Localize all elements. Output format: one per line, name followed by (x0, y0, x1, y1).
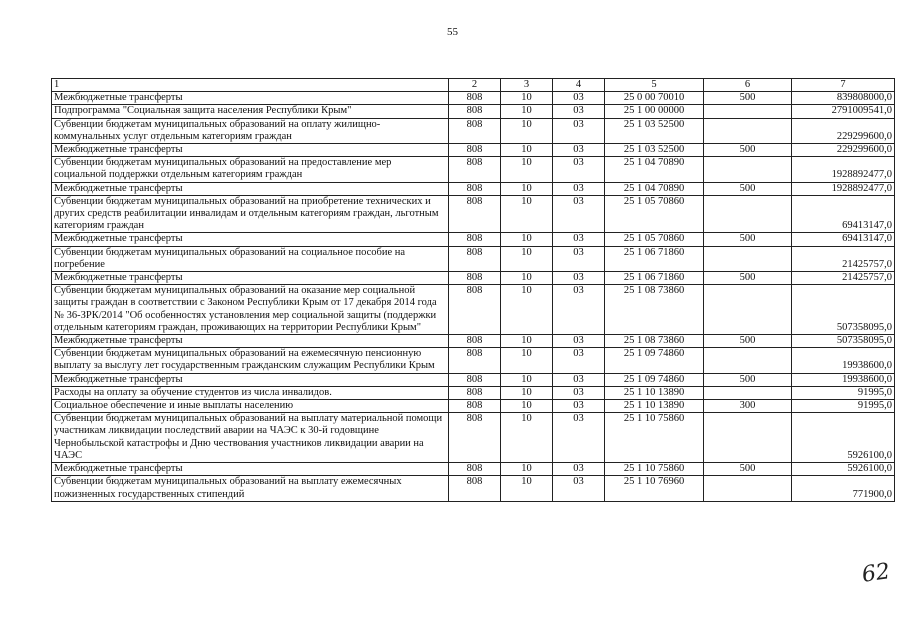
target-article-cell: 25 1 05 70860 (605, 195, 704, 233)
subsection-cell: 03 (553, 272, 605, 285)
name-cell: Субвенции бюджетам муниципальных образований на выплату ежемесячных пожизненных государственных стипендий (52, 476, 449, 501)
target-article-cell: 25 1 06 71860 (605, 246, 704, 271)
name-cell: Межбюджетные трансферты (52, 144, 449, 157)
expense-type-cell (704, 195, 792, 233)
table-row (52, 182, 895, 195)
name-cell: Подпрограмма "Социальная защита населения Республики Крым" (52, 105, 449, 118)
amount-cell: 1928892477,0 (792, 182, 895, 195)
name-cell: Социальное обеспечение и иные выплаты населению (52, 400, 449, 413)
ministry-code-cell: 808 (449, 92, 501, 105)
section-cell: 10 (501, 373, 553, 386)
expense-type-cell (704, 413, 792, 463)
expense-type-cell (704, 348, 792, 373)
name-cell: Межбюджетные трансферты (52, 182, 449, 195)
ministry-code-cell: 808 (449, 233, 501, 246)
budget-table (51, 78, 895, 502)
ministry-code-cell: 808 (449, 182, 501, 195)
amount-cell: 229299600,0 (792, 144, 895, 157)
ministry-code-cell: 808 (449, 476, 501, 501)
name-cell: Субвенции бюджетам муниципальных образований на оплату жилищно-коммунальных услуг отдельным категориям граждан (52, 118, 449, 143)
name-cell: Субвенции бюджетам муниципальных образований на оказание мер социальной защиты граждан в соответствии с Законом Республики Крым от 17 декабря 2014 года № 36-ЗРК/2014 "Об особенностях установления мер социальной защиты (поддержки отдельным категориям граждан, проживающих на территории Республики Крым" (52, 285, 449, 335)
amount-cell: 69413147,0 (792, 195, 895, 233)
ministry-code-cell: 808 (449, 348, 501, 373)
ministry-code-cell: 808 (449, 272, 501, 285)
amount-cell: 91995,0 (792, 386, 895, 399)
amount-cell: 21425757,0 (792, 246, 895, 271)
amount-cell: 5926100,0 (792, 413, 895, 463)
expense-type-cell (704, 246, 792, 271)
expense-type-cell: 500 (704, 373, 792, 386)
ministry-code-cell: 808 (449, 386, 501, 399)
section-cell: 10 (501, 233, 553, 246)
amount-cell: 19938600,0 (792, 373, 895, 386)
amount-cell: 21425757,0 (792, 272, 895, 285)
ministry-code-cell: 808 (449, 400, 501, 413)
amount-cell: 5926100,0 (792, 463, 895, 476)
name-cell: Межбюджетные трансферты (52, 335, 449, 348)
subsection-cell: 03 (553, 400, 605, 413)
amount-cell: 1928892477,0 (792, 157, 895, 182)
table-row (52, 272, 895, 285)
ministry-code-cell: 808 (449, 413, 501, 463)
amount-cell: 19938600,0 (792, 348, 895, 373)
name-cell: Субвенции бюджетам муниципальных образований на предоставление мер социальной поддержки отдельным категориям граждан (52, 157, 449, 182)
expense-type-cell: 500 (704, 463, 792, 476)
name-cell: Межбюджетные трансферты (52, 233, 449, 246)
section-cell: 10 (501, 92, 553, 105)
target-article-cell: 25 1 08 73860 (605, 285, 704, 335)
ministry-code-cell: 808 (449, 285, 501, 335)
section-cell: 10 (501, 118, 553, 143)
handwritten-page-mark: 62 (860, 559, 892, 588)
amount-cell: 507358095,0 (792, 285, 895, 335)
subsection-cell: 03 (553, 476, 605, 501)
section-cell: 10 (501, 463, 553, 476)
ministry-code-cell: 808 (449, 246, 501, 271)
header-cell: 7 (792, 79, 895, 92)
expense-type-cell: 500 (704, 233, 792, 246)
table-row (52, 285, 895, 335)
ministry-code-cell: 808 (449, 463, 501, 476)
amount-cell: 507358095,0 (792, 335, 895, 348)
name-cell: Межбюджетные трансферты (52, 373, 449, 386)
target-article-cell: 25 1 10 75860 (605, 413, 704, 463)
expense-type-cell: 300 (704, 400, 792, 413)
amount-cell: 2791009541,0 (792, 105, 895, 118)
page-number: 55 (447, 26, 458, 38)
table-row (52, 348, 895, 373)
expense-type-cell (704, 476, 792, 501)
name-cell: Межбюджетные трансферты (52, 463, 449, 476)
name-cell: Межбюджетные трансферты (52, 92, 449, 105)
expense-type-cell (704, 285, 792, 335)
ministry-code-cell: 808 (449, 195, 501, 233)
name-cell: Субвенции бюджетам муниципальных образований на социальное пособие на погребение (52, 246, 449, 271)
target-article-cell: 25 1 03 52500 (605, 144, 704, 157)
table-row (52, 476, 895, 501)
ministry-code-cell: 808 (449, 105, 501, 118)
table-row (52, 335, 895, 348)
ministry-code-cell: 808 (449, 144, 501, 157)
expense-type-cell: 500 (704, 144, 792, 157)
expense-type-cell: 500 (704, 335, 792, 348)
subsection-cell: 03 (553, 118, 605, 143)
section-cell: 10 (501, 144, 553, 157)
target-article-cell: 25 1 05 70860 (605, 233, 704, 246)
target-article-cell: 25 1 10 13890 (605, 400, 704, 413)
subsection-cell: 03 (553, 105, 605, 118)
ministry-code-cell: 808 (449, 373, 501, 386)
table-row (52, 463, 895, 476)
ministry-code-cell: 808 (449, 157, 501, 182)
subsection-cell: 03 (553, 463, 605, 476)
target-article-cell: 25 1 04 70890 (605, 182, 704, 195)
table-row (52, 195, 895, 233)
amount-cell: 229299600,0 (792, 118, 895, 143)
target-article-cell: 25 1 09 74860 (605, 373, 704, 386)
expense-type-cell (704, 118, 792, 143)
amount-cell: 69413147,0 (792, 233, 895, 246)
section-cell: 10 (501, 335, 553, 348)
subsection-cell: 03 (553, 413, 605, 463)
table-row (52, 246, 895, 271)
section-cell: 10 (501, 413, 553, 463)
section-cell: 10 (501, 348, 553, 373)
header-cell: 4 (553, 79, 605, 92)
subsection-cell: 03 (553, 386, 605, 399)
section-cell: 10 (501, 182, 553, 195)
table-row (52, 118, 895, 143)
table-row (52, 373, 895, 386)
target-article-cell: 25 1 10 75860 (605, 463, 704, 476)
table-header-row (52, 79, 895, 92)
target-article-cell: 25 1 03 52500 (605, 118, 704, 143)
expense-type-cell (704, 386, 792, 399)
section-cell: 10 (501, 157, 553, 182)
subsection-cell: 03 (553, 246, 605, 271)
target-article-cell: 25 1 10 76960 (605, 476, 704, 501)
section-cell: 10 (501, 476, 553, 501)
amount-cell: 771900,0 (792, 476, 895, 501)
section-cell: 10 (501, 400, 553, 413)
section-cell: 10 (501, 386, 553, 399)
expense-type-cell: 500 (704, 272, 792, 285)
target-article-cell: 25 1 10 13890 (605, 386, 704, 399)
ministry-code-cell: 808 (449, 118, 501, 143)
subsection-cell: 03 (553, 144, 605, 157)
expense-type-cell: 500 (704, 182, 792, 195)
amount-cell: 91995,0 (792, 400, 895, 413)
section-cell: 10 (501, 272, 553, 285)
subsection-cell: 03 (553, 92, 605, 105)
name-cell: Расходы на оплату за обучение студентов из числа инвалидов. (52, 386, 449, 399)
table-row (52, 386, 895, 399)
table-body (52, 92, 895, 502)
subsection-cell: 03 (553, 195, 605, 233)
section-cell: 10 (501, 285, 553, 335)
target-article-cell: 25 1 04 70890 (605, 157, 704, 182)
section-cell: 10 (501, 105, 553, 118)
target-article-cell: 25 1 00 00000 (605, 105, 704, 118)
table-row (52, 413, 895, 463)
subsection-cell: 03 (553, 348, 605, 373)
target-article-cell: 25 1 08 73860 (605, 335, 704, 348)
subsection-cell: 03 (553, 233, 605, 246)
table-row (52, 92, 895, 105)
section-cell: 10 (501, 246, 553, 271)
target-article-cell: 25 1 06 71860 (605, 272, 704, 285)
table-row (52, 144, 895, 157)
name-cell: Субвенции бюджетам муниципальных образований на выплату материальной помощи участникам ликвидации последствий аварии на ЧАЭС к 30-й годовщине Чернобыльской катастрофы и Дню чествования участников ликвидации аварии на ЧАЭС (52, 413, 449, 463)
section-cell: 10 (501, 195, 553, 233)
subsection-cell: 03 (553, 182, 605, 195)
table-row (52, 400, 895, 413)
table-row (52, 233, 895, 246)
subsection-cell: 03 (553, 285, 605, 335)
subsection-cell: 03 (553, 157, 605, 182)
subsection-cell: 03 (553, 373, 605, 386)
header-cell: 3 (501, 79, 553, 92)
header-cell: 1 (52, 79, 449, 92)
table-row (52, 157, 895, 182)
expense-type-cell (704, 157, 792, 182)
expense-type-cell: 500 (704, 92, 792, 105)
ministry-code-cell: 808 (449, 335, 501, 348)
header-cell: 2 (449, 79, 501, 92)
amount-cell: 839808000,0 (792, 92, 895, 105)
expense-type-cell (704, 105, 792, 118)
table-row (52, 105, 895, 118)
name-cell: Субвенции бюджетам муниципальных образований на ежемесячную пенсионную выплату за выслугу лет государственным гражданским служащим Республики Крым (52, 348, 449, 373)
target-article-cell: 25 1 09 74860 (605, 348, 704, 373)
header-cell: 5 (605, 79, 704, 92)
name-cell: Межбюджетные трансферты (52, 272, 449, 285)
name-cell: Субвенции бюджетам муниципальных образований на приобретение технических и других средств реабилитации инвалидам и отдельным категориям граждан, льготным категориям граждан (52, 195, 449, 233)
target-article-cell: 25 0 00 70010 (605, 92, 704, 105)
subsection-cell: 03 (553, 335, 605, 348)
header-cell: 6 (704, 79, 792, 92)
